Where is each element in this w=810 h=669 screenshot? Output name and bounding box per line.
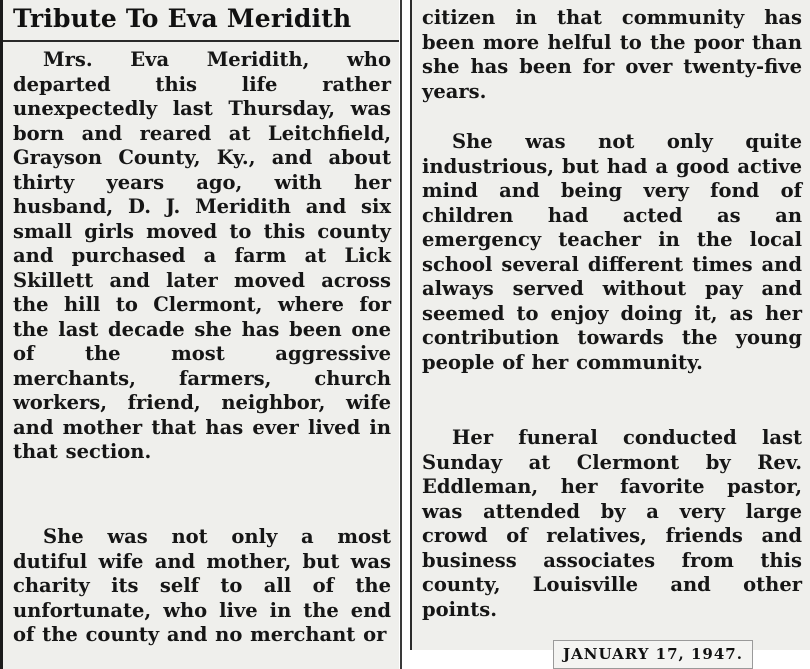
paragraph-charity-continued: citizen in that community has been more helful to the poor than she has been for over twenty-five years. bbox=[422, 6, 802, 103]
paragraph-biography: Mrs. Eva Meridith, who departed this life rather unexpectedly last Thursday, was born and reared at Leitchfield, Grayson County, Ky., and about thirty years ago, with her husband, D. J. Meridith and six small girls moved to this county and purchased a farm at Lick Skillett and later moved across the hill to Clermont, where for the last decade she has been one of the most aggressive merchants, farmers, church workers, friend, neighbor, wife and mother that has ever lived in that section. bbox=[13, 48, 391, 463]
paragraph-industrious: She was not only quite industrious, but had a good active mind and being very fond of children had acted as an emergency teacher in the local school several different times and always served without pay and seemed to enjoy doing it, as her contribution towards the young people of her community. bbox=[422, 130, 802, 374]
left-column bbox=[0, 0, 399, 669]
headline-rule bbox=[3, 40, 399, 42]
paragraph-charity: She was not only a most dutiful wife and mother, but was charity its self to all of the unfortunate, who live in the end of the county and no merchant or bbox=[13, 525, 391, 646]
right-column bbox=[410, 0, 810, 650]
column-divider bbox=[400, 0, 402, 669]
article-headline: Tribute To Eva Meridith bbox=[13, 4, 352, 33]
paragraph-funeral: Her funeral conducted last Sunday at Clermont by Rev. Eddleman, her favorite pastor, was attended by a very large crowd of relatives, friends and business associates from this county, Louisville and other points. bbox=[422, 426, 802, 621]
date-stamp: JANUARY 17, 1947. bbox=[553, 640, 753, 669]
